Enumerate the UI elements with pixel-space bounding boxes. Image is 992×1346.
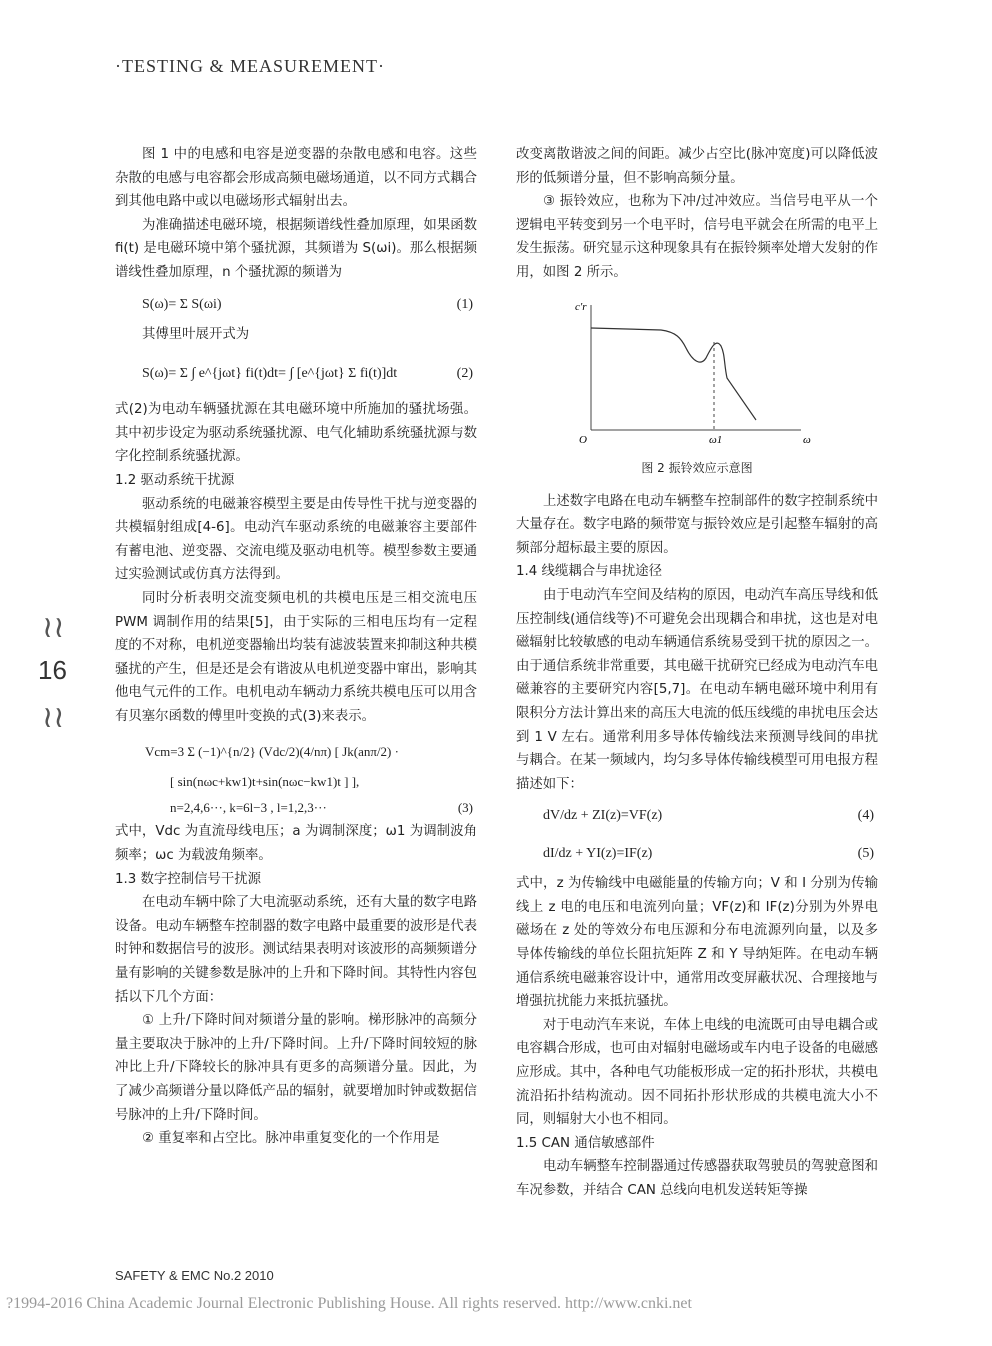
equation-number: (3) [457, 800, 473, 816]
equation-formula: S(ω)= Σ ∫ e^{jωt} fi(t)dt= ∫ [e^{jωt} Σ fi(t)]dt [142, 366, 398, 382]
equation-3 [115, 728, 477, 820]
equation-line: [ sin(nωc+kw1)t+sin(nωc−kw1)t ] ], [170, 774, 360, 790]
section-heading: 1.5 CAN 通信敏感部件 [516, 1135, 655, 1151]
journal-section-header: ·TESTING & MEASUREMENT· [115, 56, 385, 76]
paragraph: 在电动车辆中除了大电流驱动系统，还有大量的数字电路设备。电动车辆整车控制器的数字电路中最重要的波形是代表时钟和数据信号的波形。测试结果表明对该波形的高频频谱分量有影响的关键参数是脉冲的上升和下降时间。其特性内容包括以下几个方面： [115, 895, 477, 1005]
equation-number: (5) [857, 846, 874, 862]
paragraph: 电动车辆整车控制器通过传感器获取驾驶员的驾驶意图和车况参数，并结合 CAN 总线向电机发送转矩等操 [516, 1159, 878, 1198]
paragraph: 为准确描述电磁环境，根据频谱线性叠加原理，如果函数 fi(t) 是电磁环境中第个骚扰源，其频谱为 S(ωi)。那么根据频谱线性叠加原理，n 个骚扰源的频谱为 [115, 217, 477, 280]
paragraph: ② 重复率和占空比。脉冲串重复变化的一个作用是 [142, 1131, 440, 1147]
equation-formula: dV/dz + ZI(z)=VF(z) [543, 808, 663, 824]
equation-number: (4) [857, 808, 874, 824]
equation-5 [516, 834, 878, 872]
omega1-label: ω1 [709, 433, 723, 446]
copyright-notice: ?1994-2016 China Academic Journal Electronic Publishing House. All rights reserved. http://www.cnki.net [6, 1295, 692, 1312]
figure-caption: 图 2 振铃效应示意图 [641, 460, 753, 475]
paragraph: 式(2)为电动车辆骚扰源在其电磁环境中所施加的骚扰场强。其中初步设定为驱动系统骚扰源、电气化辅助系统骚扰源与数字化控制系统骚扰源。 [115, 402, 477, 465]
paragraph: 式中，Vdc 为直流母线电压；a 为调制深度；ω1 为调制波角频率；ωc 为载波角频率。 [115, 824, 477, 864]
equation-1 [115, 285, 477, 323]
equation-2 [115, 346, 477, 398]
paragraph: 其傅里叶展开式为 [142, 326, 250, 342]
page-number: 16 [38, 655, 67, 685]
paragraph: 同时分析表明交流变频电机的共模电压是三相交流电压 PWM 调制作用的结果[5]，由于实际的三相电压均有一定程度的不对称，电机逆变器输出均装有滤波装置来抑制这种共模骚扰的产生，但是还是会有谐波从电机逆变器中窜出，影响其他电气元件的工作。电机电动车辆动力系统共模电压可以用含有贝塞尔函数的傅里叶变换的式(3)来表示。 [115, 590, 477, 724]
paragraph: 改变离散谐波之间的间距。减少占空比(脉冲宽度)可以降低波形的低频谱分量，但不影响高频分量。 [516, 147, 878, 186]
section-heading: 1.3 数字控制信号干扰源 [115, 871, 262, 887]
equation-4 [516, 796, 878, 834]
paragraph: 由于电动汽车空间及结构的原因，电动汽车高压导线和低压控制线(通信线等)不可避免会出现耦合和串扰，这也是对电磁辐射比较敏感的电动车辆通信系统易受到干扰的原因之一。由于通信系统非常重要，其电磁干扰研究已经成为电动汽车电磁兼容的主要研究内容[5,7]。在电动车辆电磁环境中利用有限积分方法计算出来的高压大电流的低压线缆的串扰电压会达到 1 V 左右。通常利用多导体传输线法来预测导线间的串扰与耦合。在某一频域内，均匀多导体传输线模型可用电报方程描述如下： [516, 587, 878, 792]
decorative-ornament-bottom: ≀≀ [42, 700, 65, 735]
response-curve [591, 328, 756, 420]
paragraph: ① 上升/下降时间对频谱分量的影响。梯形脉冲的高频分量主要取决于脉冲的上升/下降时间。上升/下降时间较短的脉冲比上升/下降较长的脉冲具有更多的高频谱分量。因此，为了减少高频谱分量以降低产品的辐射，就要增加时钟或数据信号脉冲的上升/下降时间。 [115, 1013, 477, 1123]
figure-2 [516, 285, 878, 490]
paragraph: 上述数字电路在电动车辆整车控制部件的数字控制系统中大量存在。数字电路的频带宽与振铃效应是引起整车辐射的高频部分超标最主要的原因。 [516, 493, 878, 556]
decorative-ornament-top: ≀≀ [42, 610, 65, 645]
ringing-effect-diagram [561, 300, 821, 450]
y-axis-label: c'r [575, 300, 587, 313]
equation-number: (1) [456, 296, 473, 312]
paragraph: ③ 振铃效应，也称为下冲/过冲效应。当信号电平从一个逻辑电平转变到另一个电平时，信号电平就会在所需的电平上发生振荡。研究显示这种现象具有在振铃频率处增大发射的作用，如图 2 所示。 [516, 194, 878, 280]
equation-formula: S(ω)= Σ S(ωi) [142, 296, 222, 312]
equation-line: Vcm=3 Σ (−1)^{n/2} (Vdc/2)(4/nπ) [ Jk(anπ/2) · [145, 744, 399, 760]
journal-footer: SAFETY & EMC No.2 2010 [115, 1268, 274, 1283]
left-column [115, 143, 477, 1151]
paragraph: 驱动系统的电磁兼容模型主要是由传导性干扰与逆变器的共模辐射组成[4-6]。电动汽车驱动系统的电磁兼容主要部件有蓄电池、逆变器、交流电缆及驱动电机等。模型参数主要通过实验测试或仿真方法得到。 [115, 496, 477, 583]
section-heading: 1.4 线缆耦合与串扰途径 [516, 564, 663, 580]
x-axis-label: ω [803, 433, 811, 446]
section-heading: 1.2 驱动系统干扰源 [115, 472, 235, 488]
paragraph: 对于电动汽车来说，车体上电线的电流既可由导电耦合或电容耦合形成，也可由对辐射电磁场或车内电子设备的电磁感应形成。其中，各种电气功能板形成一定的拓扑形状，共模电流沿拓扑结构流动。因不同拓扑形状形成的共模电流大小不同，则辐射大小也不相同。 [516, 1017, 878, 1128]
equation-formula: dI/dz + YI(z)=IF(z) [543, 846, 653, 862]
paragraph: 图 1 中的电感和电容是逆变器的杂散电感和电容。这些杂散的电感与电容都会形成高频电磁场通道，以不同方式耦合到其他电路中或以电磁场形式辐射出去。 [115, 147, 477, 210]
right-column [516, 143, 878, 1203]
paragraph: 式中，z 为传输线中电磁能量的传输方向；V 和 I 分别为传输线上 z 电的电压和电流列向量；VF(z)和 IF(z)分别为外界电磁场在 z 处的等效分布电压源和分布电流源列向量，以及多导体传输线的单位长阻抗矩阵 Z 和 Y 导纳矩阵。在电动车辆通信系统电磁兼容设计中，通常用改变屏蔽状况、合理接地与增强抗扰能力来抵抗骚扰。 [516, 876, 878, 1010]
origin-label: O [579, 433, 587, 446]
equation-number: (2) [456, 366, 473, 382]
equation-line: n=2,4,6···, k=6l−3 , l=1,2,3··· [170, 800, 327, 816]
